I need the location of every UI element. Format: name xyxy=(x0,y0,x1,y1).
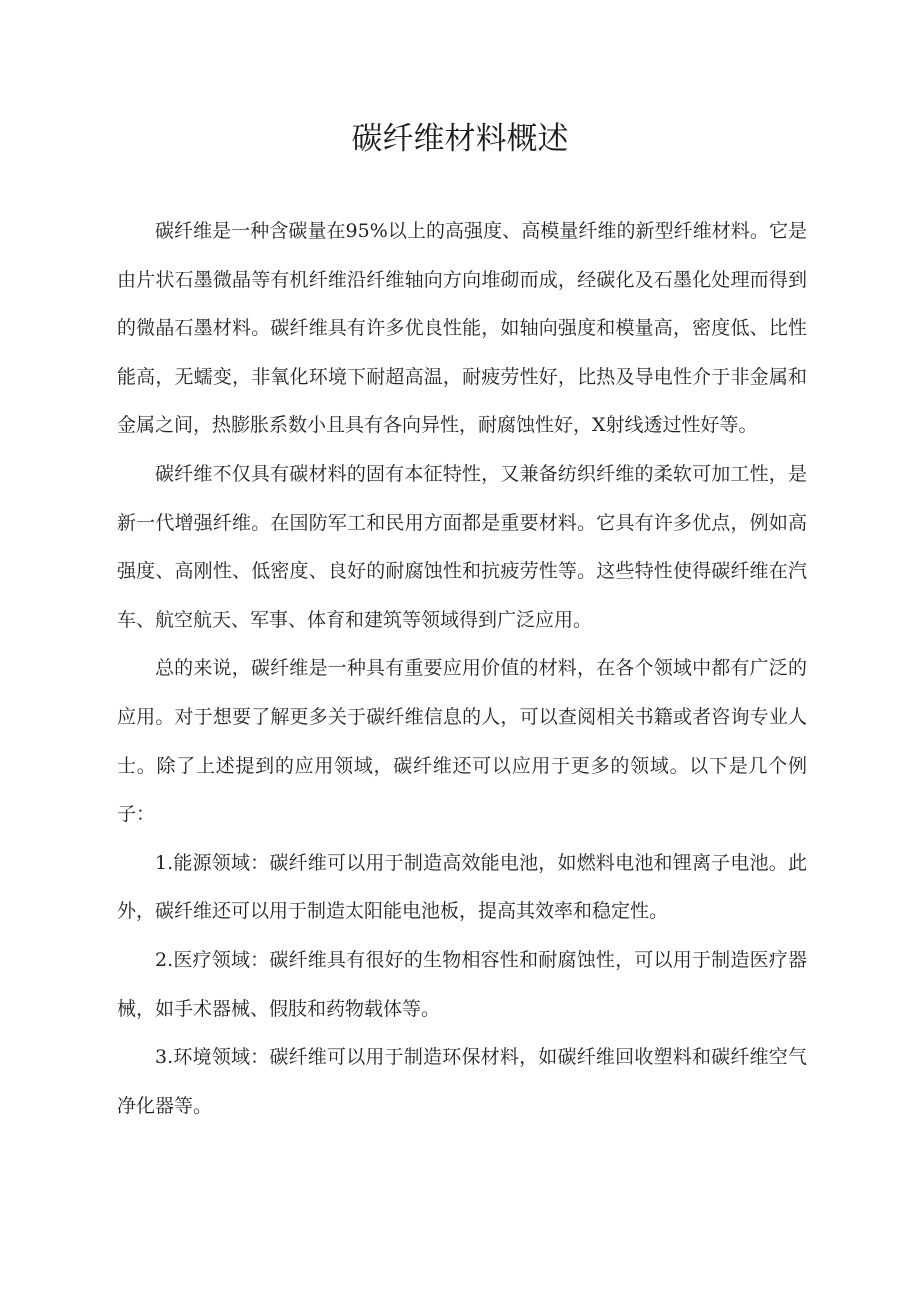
paragraph-properties: 碳纤维不仅具有碳材料的固有本征特性，又兼备纺织纤维的柔软可加工性，是新一代增强纤维。在国防军工和民用方面都是重要材料。它具有许多优点，例如高强度、高刚性、低密度、良好的耐腐蚀性和抗疲劳性等。这些特性使得碳纤维在汽车、航空航天、军事、体育和建筑等领域得到广泛应用。 xyxy=(117,462,807,631)
paragraph-summary: 总的来说，碳纤维是一种具有重要应用价值的材料，在各个领域中都有广泛的应用。对于想要了解更多关于碳纤维信息的人，可以查阅相关书籍或者咨询专业人士。除了上述提到的应用领域，碳纤维还可以应用于更多的领域。以下是几个例子： xyxy=(117,657,807,826)
paragraph-energy: 1.能源领域：碳纤维可以用于制造高效能电池，如燃料电池和锂离子电池。此外，碳纤维还可以用于制造太阳能电池板，提高其效率和稳定性。 xyxy=(117,851,807,923)
document-body xyxy=(117,207,807,1130)
paragraph-medical: 2.医疗领域：碳纤维具有很好的生物相容性和耐腐蚀性，可以用于制造医疗器械，如手术器械、假肢和药物载体等。 xyxy=(117,948,807,1020)
paragraph-intro: 碳纤维是一种含碳量在95%以上的高强度、高模量纤维的新型纤维材料。它是由片状石墨微晶等有机纤维沿纤维轴向方向堆砌而成，经碳化及石墨化处理而得到的微晶石墨材料。碳纤维具有许多优良性能，如轴向强度和模量高，密度低、比性能高，无蠕变，非氧化环境下耐超高温，耐疲劳性好，比热及导电性介于非金属和金属之间，热膨胀系数小且具有各向异性，耐腐蚀性好，X射线透过性好等。 xyxy=(117,220,807,437)
paragraph-environment: 3.环境领域：碳纤维可以用于制造环保材料，如碳纤维回收塑料和碳纤维空气净化器等。 xyxy=(117,1046,807,1117)
document-title: 碳纤维材料概述 xyxy=(351,121,569,157)
